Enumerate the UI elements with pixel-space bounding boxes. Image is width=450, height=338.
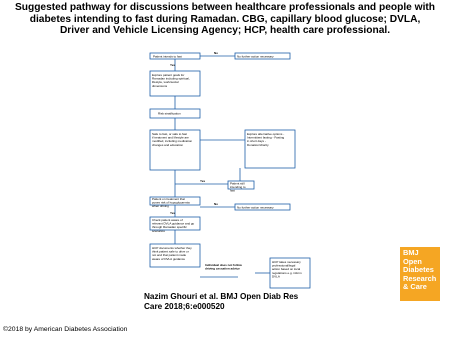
- box-check-label-line: relevant DVLA guidance and go: [152, 221, 195, 226]
- box-hcp: [150, 244, 200, 267]
- box-patient-fast: [150, 53, 200, 59]
- logo-line: BMJ Open: [403, 248, 422, 266]
- logo-line: Research: [403, 273, 437, 283]
- box-explore: [150, 71, 200, 96]
- yes-label-1: Yes: [170, 63, 176, 67]
- box-explore-label-line: dimensions: [152, 83, 168, 88]
- box-check-label-line: scenarios: [152, 228, 165, 233]
- figure-title: Suggested pathway for discussions between healthcare professionals and people with diabetes intending to fast during Ramadan. CBG, capillary blood glucose; DVLA, Driver and Vehicle Licensing Agency; HCP, health care professional.: [14, 2, 436, 36]
- yes-label-3: Yes: [170, 211, 176, 215]
- box-check-label-line: Check patient aware of: [152, 218, 183, 222]
- box-alternative-label-line: in short days -: [247, 139, 266, 144]
- box-hypo-label-line: poses risk of hypoglycaemia: [152, 200, 190, 205]
- box-no-action-2-label: No further action necessary: [237, 205, 274, 210]
- box-hcp-action-label-line: HCP takes necessary: [272, 260, 301, 264]
- box-hcp-action-label-line: regulations e.g. inform: [272, 270, 302, 275]
- box-hypo-label-line: Patient on treatment that: [152, 197, 185, 201]
- box-hypo-text-box: [152, 197, 190, 208]
- box-no-action-1-label: No further action necessary: [237, 54, 274, 59]
- box-patient-still-label-line: fast: [230, 188, 235, 193]
- box-safe: [150, 130, 200, 170]
- box-patient-still-label-line: intending to: [230, 185, 246, 190]
- box-patient-fast-label: Patient intends to fast: [153, 54, 182, 59]
- box-risk-label: Risk stratification: [158, 111, 181, 116]
- box-hcp-label-line: HCP documents whether they: [152, 246, 192, 250]
- box-patient-still: [228, 181, 254, 193]
- box-safe-label-line: changes and education: [152, 142, 184, 147]
- box-explore-label-line: Ramadan including spiritual,: [152, 76, 190, 81]
- box-explore-label-line: Explore patient goals for: [152, 73, 185, 77]
- box-hcp-action-label-line: professional/legal: [272, 263, 296, 268]
- no-label-2: No: [214, 202, 218, 206]
- box-hcp-label-line: not and that patient made: [152, 253, 187, 258]
- box-individual: [205, 263, 242, 271]
- journal-logo: [400, 247, 440, 301]
- box-check-label-line: through Ramadan specific: [152, 225, 187, 230]
- box-patient-still-label-line: Patient still: [230, 181, 245, 186]
- box-hcp-label-line: aware of DVLA guidance: [152, 256, 186, 261]
- box-hcp-action-label-line: DVLA: [272, 274, 280, 279]
- box-hcp-action-label-line: action based on local: [272, 267, 301, 272]
- box-individual-label-line: Individual does not follow: [205, 263, 242, 267]
- box-patient-still-label: [230, 182, 246, 193]
- box-alternative-label-line: Donation/charity: [247, 142, 269, 147]
- box-hypo-label-line: when driving: [152, 204, 169, 209]
- box-risk: [150, 109, 200, 118]
- box-alternative-label-line: Explore alternative options -: [247, 132, 285, 136]
- box-safe-label-line: modified, including medication: [152, 139, 193, 144]
- copyright: ©2018 by American Diabetes Association: [3, 326, 128, 333]
- box-hcp-action: [270, 258, 310, 288]
- box-safe-label-line: if treatment and lifestyle are: [152, 135, 189, 140]
- logo-line: & Care: [403, 282, 427, 292]
- yes-label-2: Yes: [200, 179, 206, 183]
- box-alternative-label-line: Intermittent fasting - Fasting: [247, 135, 285, 140]
- box-no-action-2: [235, 204, 290, 210]
- box-hcp-label-line: think patient safe to drive or: [152, 249, 189, 254]
- box-individual-label: [205, 263, 242, 271]
- box-no-action-1: [235, 53, 290, 59]
- citation: Nazim Ghouri et al. BMJ Open Diab Res Care 2018;6:e000520: [144, 292, 299, 311]
- box-individual-label-line: driving cessation advice: [205, 266, 240, 271]
- no-label-1: No: [214, 51, 218, 55]
- box-explore-label-line: lifestyle, work/social: [152, 80, 179, 85]
- box-alternative: [245, 130, 295, 168]
- box-safe-label-line: Safe to fast, or safe to fast: [152, 132, 188, 136]
- box-hypo-label: [152, 197, 190, 208]
- logo-line: Diabetes: [403, 265, 434, 275]
